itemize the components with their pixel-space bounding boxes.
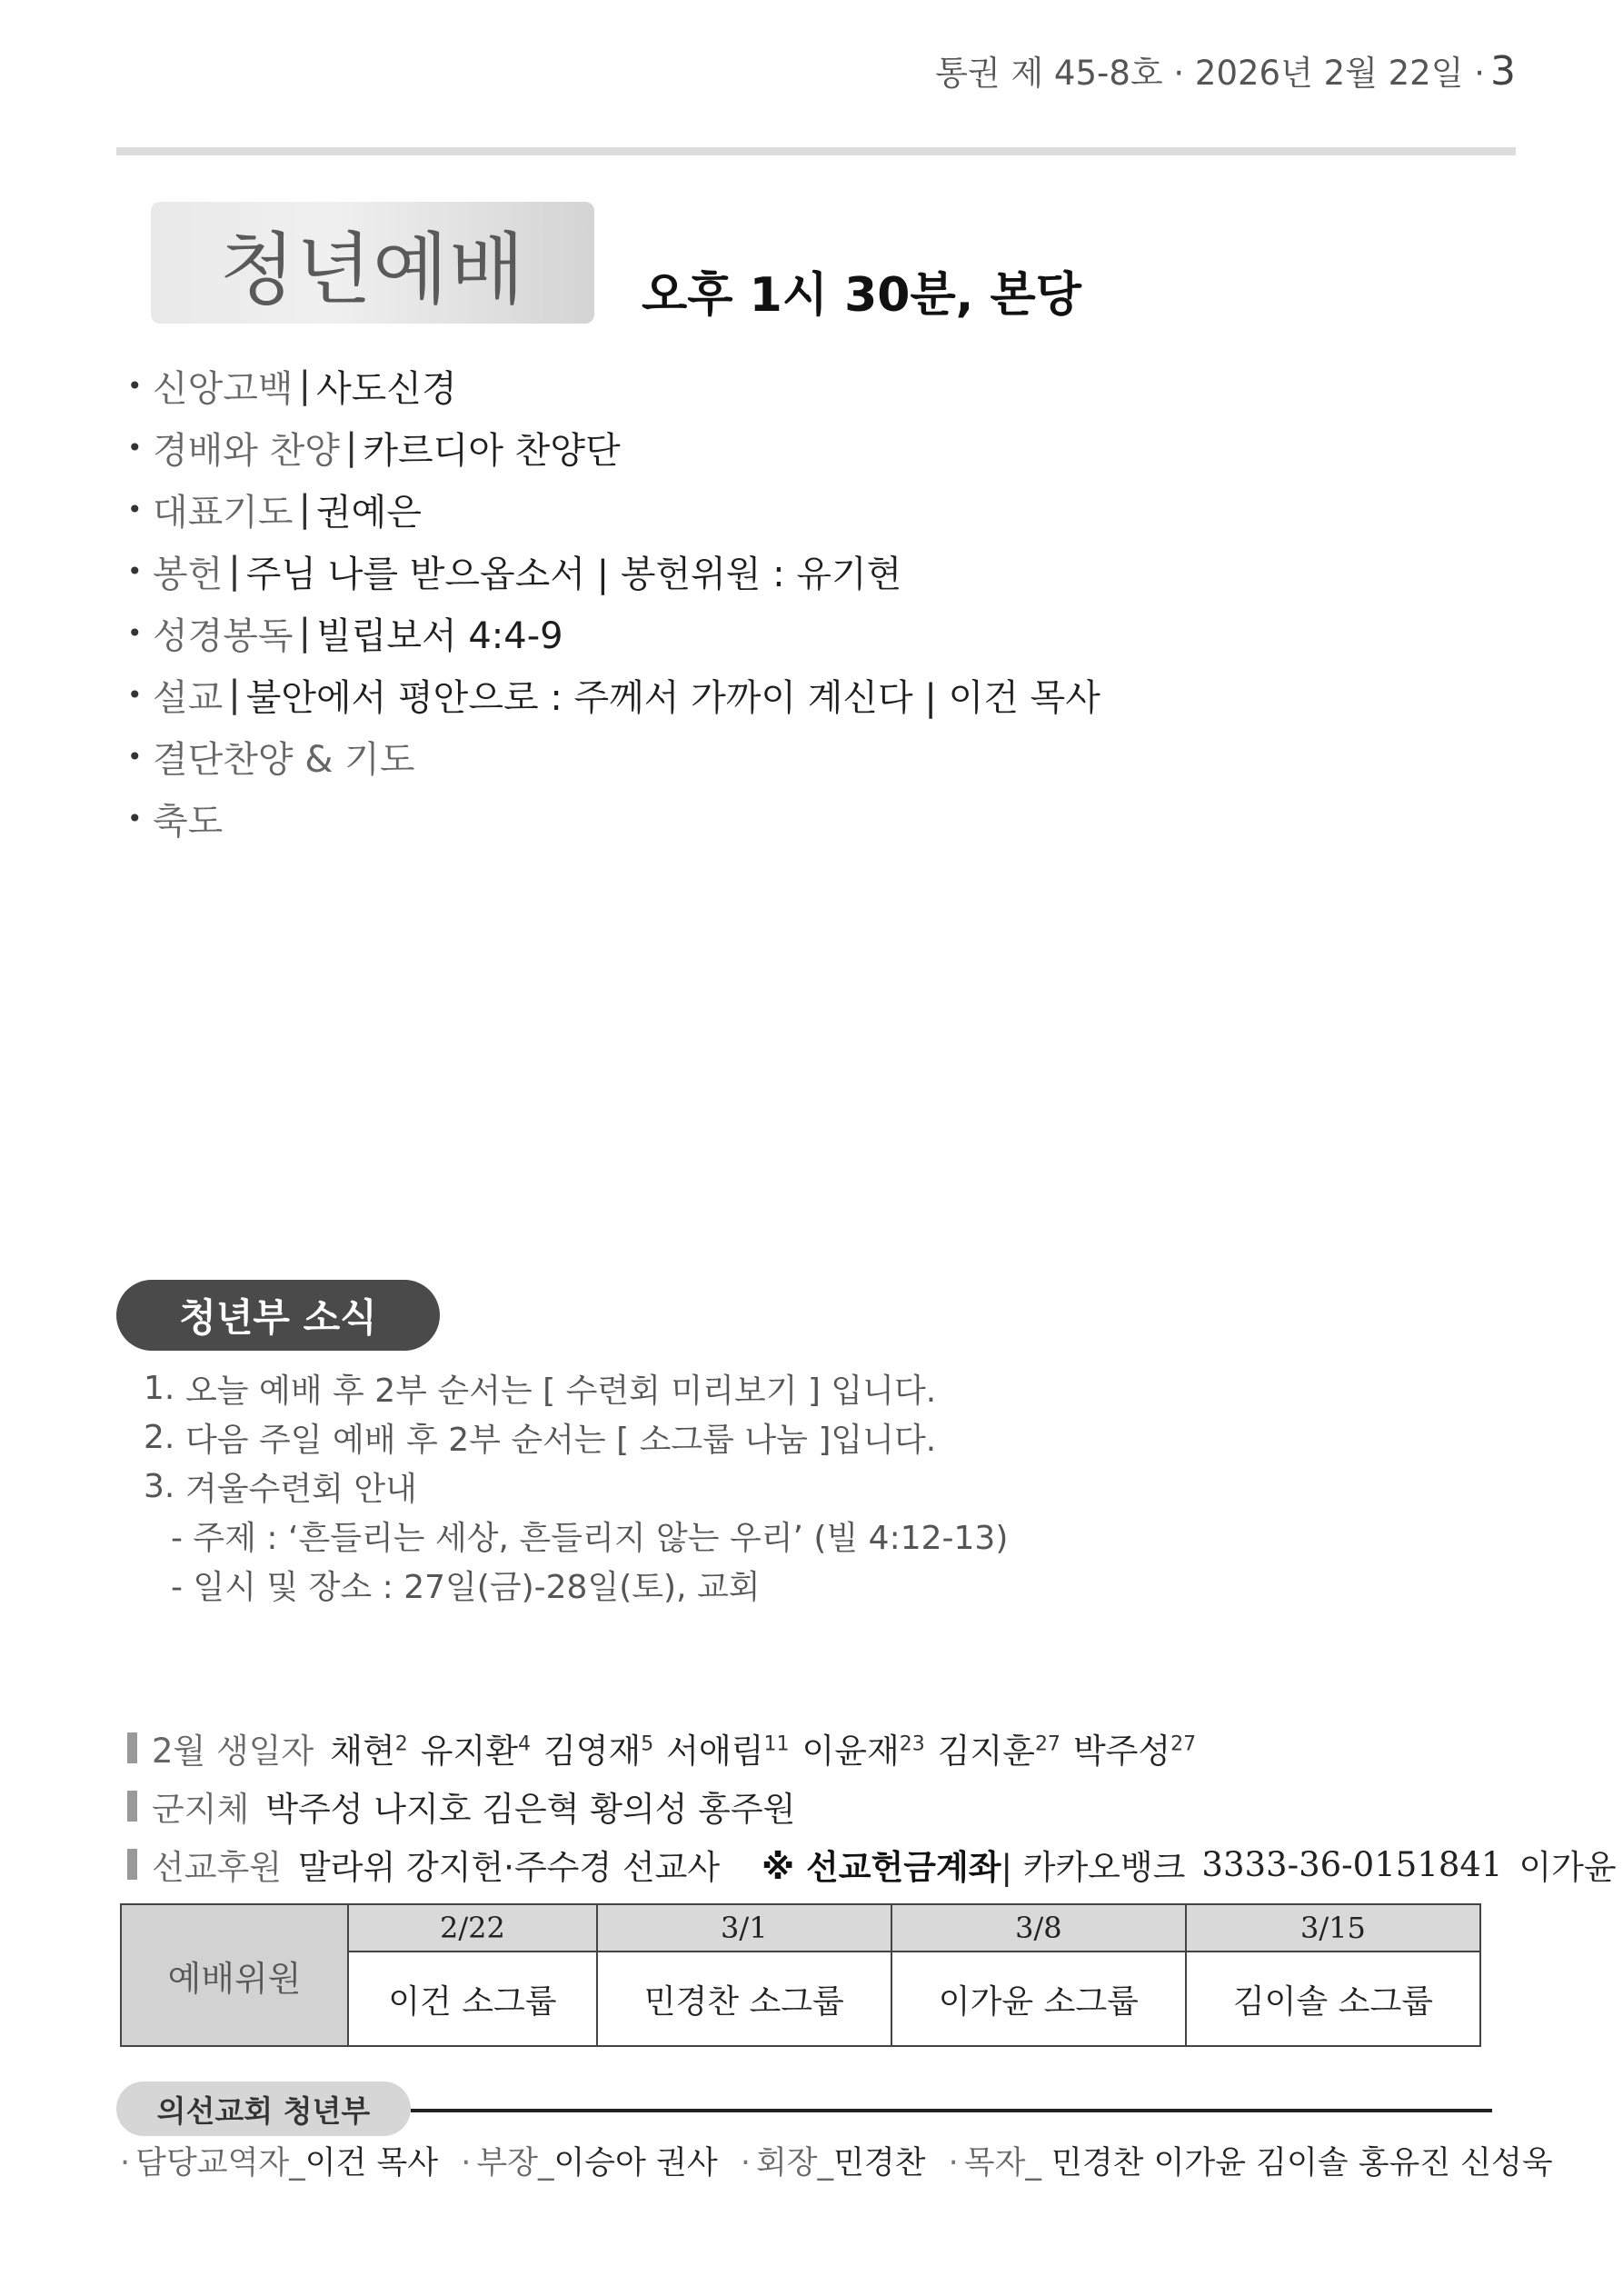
- account-bank: | 카카오뱅크: [1001, 1848, 1186, 1887]
- bullet-icon: •: [127, 370, 143, 401]
- service-title: 청년예배: [219, 225, 526, 315]
- duty-table: [120, 1903, 1481, 2047]
- military-label: 군지체: [152, 1790, 250, 1829]
- bullet-icon: •: [127, 803, 143, 834]
- duty-group: 김이솔 소그룹: [1186, 1952, 1480, 2046]
- org-name: 의선교회 청년부: [116, 2081, 411, 2136]
- birthday-person: 서애림$^{11}$: [666, 1732, 790, 1771]
- marker-bar: [127, 1849, 137, 1880]
- worship-item: • 성경봉독 | 빌립보서 4:4-9: [127, 612, 563, 657]
- news-heading: 청년부 소식: [116, 1280, 440, 1351]
- worship-item: • 신앙고백 | 사도신경: [127, 364, 457, 410]
- news-subitem: - 주제 : ‘흔들리는 세상, 흔들리지 않는 우리’ (빌 4:12-13): [171, 1519, 1009, 1557]
- page-number: 3: [1490, 48, 1516, 95]
- bullet-icon: •: [127, 555, 143, 586]
- news-item: 3. 겨울수련회 안내: [144, 1467, 417, 1508]
- bullet-icon: •: [127, 679, 143, 710]
- worship-item: • 축도: [127, 800, 224, 843]
- military-names: 박주성 나지호 김은혁 황의성 홍주원: [265, 1790, 796, 1829]
- mission-value: 말라위 강지헌·주수경 선교사: [297, 1848, 721, 1887]
- footer-divider: [411, 2109, 1492, 2112]
- account-title: ※ 선교헌금계좌: [762, 1848, 1001, 1887]
- birthday-person: 김영재$^5$: [543, 1732, 654, 1771]
- staff-line: · 담당교역자_이건 목사 · 부장_이승아 권사 · 회장_민경찬 · 목자_ 민경찬 이가윤 김이솔 홍유진 신성욱: [120, 2145, 1553, 2181]
- duty-date: 3/1: [597, 1904, 891, 1952]
- issue-header: [116, 45, 1516, 95]
- birthday-person: 김지훈$^{27}$: [937, 1732, 1060, 1771]
- news-item: 2. 다음 주일 예배 후 2부 순서는 [ 소그룹 나눔 ]입니다.: [144, 1418, 937, 1459]
- marker-bar: [127, 1791, 137, 1822]
- service-time-place: 오후 1시 30분, 본당: [642, 268, 1082, 323]
- account-number: 3333-36-0151841: [1201, 1844, 1503, 1884]
- header-divider: [116, 147, 1516, 155]
- worship-item: • 결단찬양 & 기도: [127, 738, 415, 781]
- worship-item: • 설교 | 불안에서 평안으로 : 주께서 가까이 계신다 | 이건 목사: [127, 674, 1100, 719]
- mission-line: [127, 1840, 1617, 1889]
- table-row: [121, 1904, 1480, 1952]
- birthday-person: 유지환$^4$: [420, 1732, 531, 1771]
- bullet-icon: •: [127, 432, 143, 463]
- worship-order-list: [127, 354, 1100, 849]
- worship-item: • 대표기도 | 권예은: [127, 488, 422, 534]
- issue-info: 통권 제 45-8호 · 2026년 2월 22일 ·: [935, 54, 1485, 93]
- duty-date: 3/15: [1186, 1904, 1480, 1952]
- duty-group: 이건 소그룹: [348, 1952, 597, 2046]
- birthday-line: [127, 1723, 1209, 1772]
- birthday-person: 채현$^2$: [330, 1732, 408, 1771]
- worship-item: • 경배와 찬양 | 카르디아 찬양단: [127, 426, 621, 472]
- duty-date: 3/8: [891, 1904, 1186, 1952]
- birthday-label: 2월 생일자: [152, 1732, 314, 1771]
- bullet-icon: •: [127, 617, 143, 648]
- birthday-person: 이윤재$^{23}$: [802, 1732, 925, 1771]
- duty-header: 예배위원: [121, 1904, 348, 2046]
- duty-date: 2/22: [348, 1904, 597, 1952]
- marker-bar: [127, 1732, 137, 1763]
- duty-group: 민경찬 소그룹: [597, 1952, 891, 2046]
- bullet-icon: •: [127, 494, 143, 524]
- worship-item: • 봉헌 | 주님 나를 받으옵소서 | 봉헌위원 : 유기현: [127, 550, 902, 595]
- service-title-box: [151, 202, 594, 324]
- birthday-person: 박주성$^{27}$: [1072, 1732, 1197, 1771]
- news-list: [144, 1363, 1008, 1609]
- news-item: 1. 오늘 예배 후 2부 순서는 [ 수련회 미리보기 ] 입니다.: [144, 1369, 937, 1410]
- account-holder: 이가윤: [1518, 1848, 1617, 1887]
- military-line: [127, 1782, 795, 1831]
- news-subitem: - 일시 및 장소 : 27일(금)-28일(토), 교회: [171, 1568, 761, 1606]
- mission-label: 선교후원: [152, 1848, 282, 1887]
- bullet-icon: •: [127, 741, 143, 772]
- duty-group: 이가윤 소그룹: [891, 1952, 1186, 2046]
